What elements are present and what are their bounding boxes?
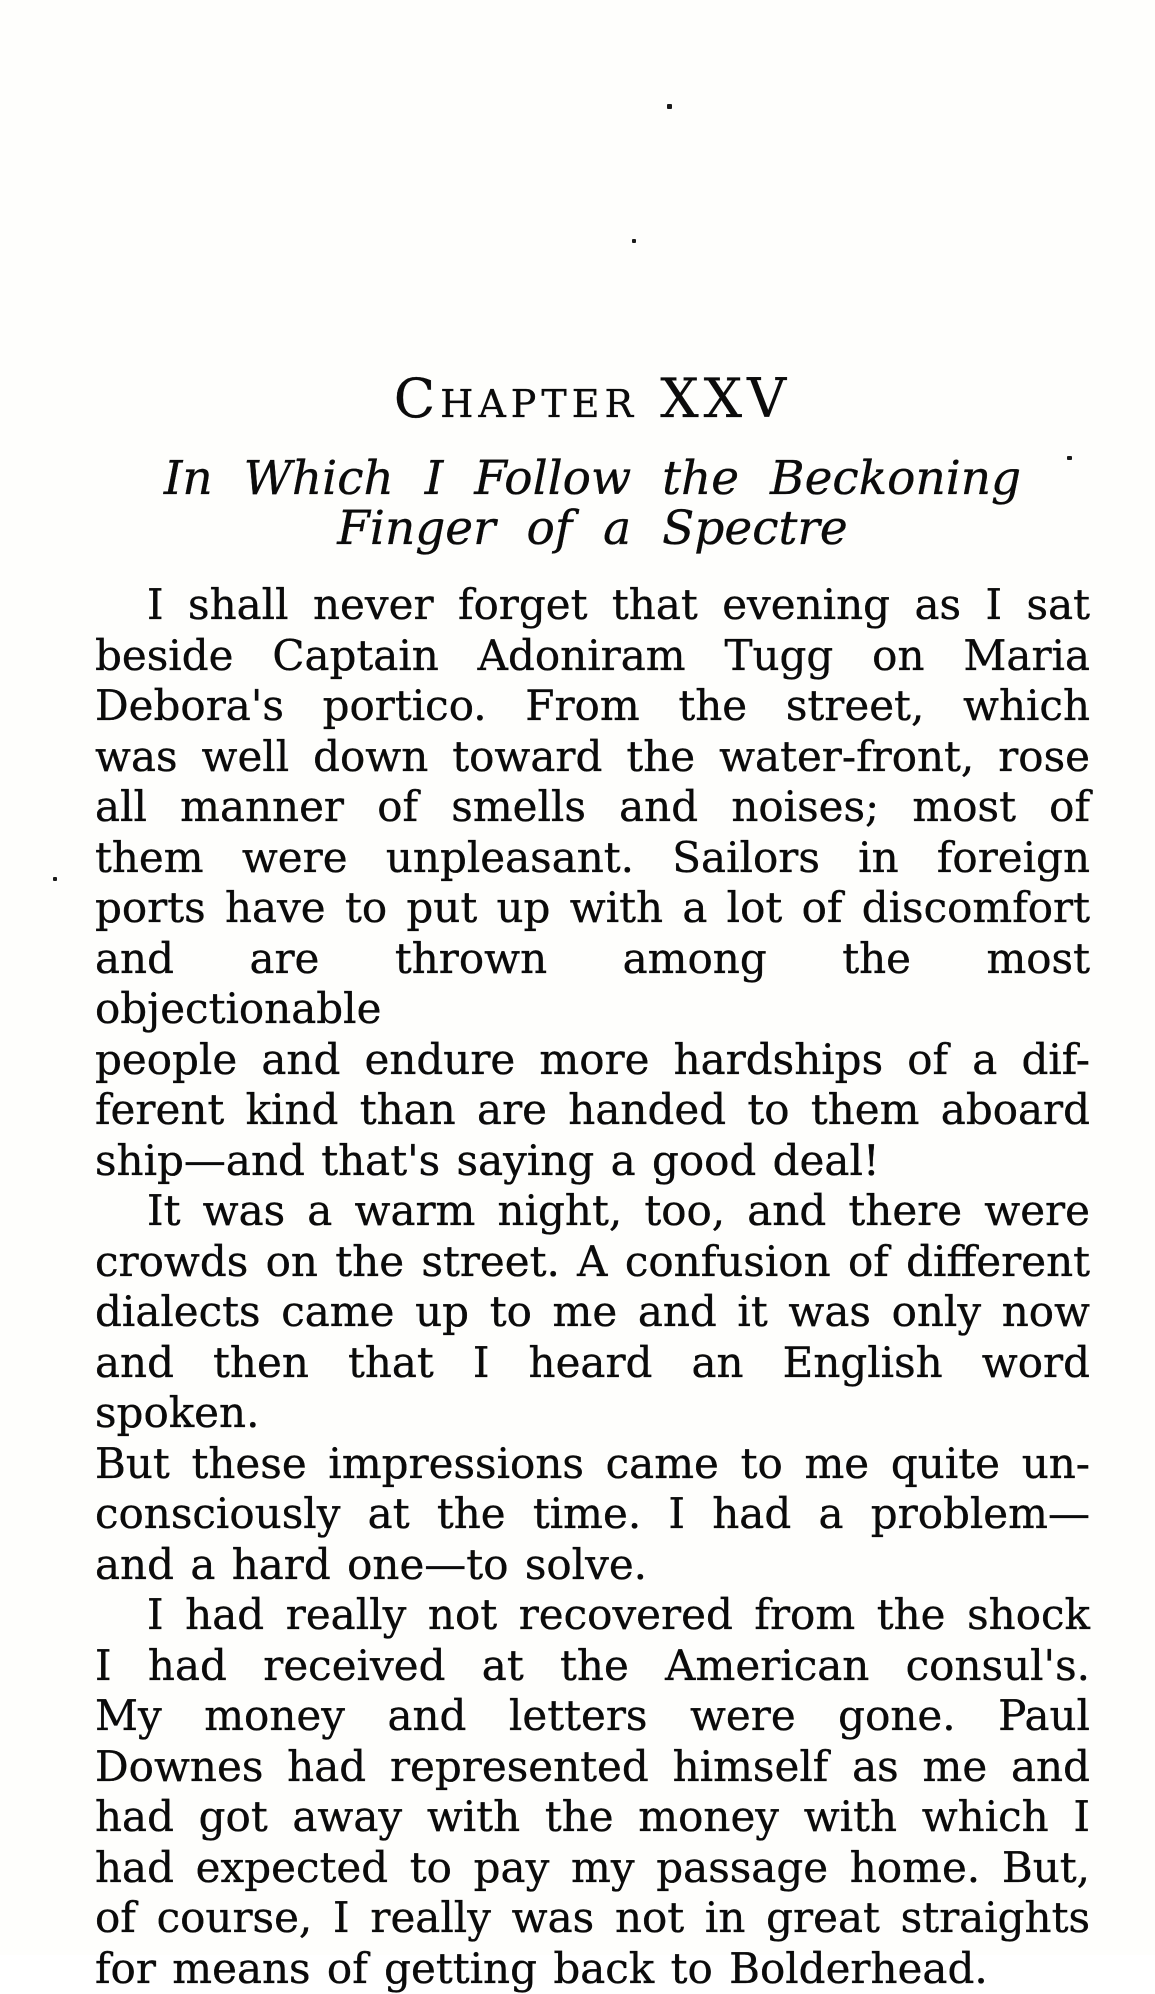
body-line: and are thrown among the most objectionable — [95, 934, 1090, 1035]
chapter-heading: Chapter XXV — [95, 372, 1090, 426]
page-body — [95, 580, 1090, 1994]
chapter-subtitle — [95, 454, 1090, 554]
body-line: was well down toward the water-front, rose — [95, 732, 1090, 783]
body-line: I had received at the American consul's. — [95, 1641, 1090, 1692]
body-line: had got away with the money with which I — [95, 1792, 1090, 1843]
body-line: It was a warm night, too, and there were — [95, 1186, 1090, 1237]
body-line: My money and letters were gone. Paul — [95, 1691, 1090, 1742]
body-line: had expected to pay my passage home. But, — [95, 1843, 1090, 1894]
body-line: I had really not recovered from the shock — [95, 1590, 1090, 1641]
subtitle-line: Finger of a Spectre — [95, 504, 1090, 554]
body-line: But these impressions came to me quite un- — [95, 1439, 1090, 1490]
body-line: ports have to put up with a lot of discomfort — [95, 883, 1090, 934]
body-line: them were unpleasant. Sailors in foreign — [95, 833, 1090, 884]
paragraph — [95, 1186, 1090, 1590]
body-line: crowds on the street. A confusion of different — [95, 1237, 1090, 1288]
scan-speck — [53, 877, 57, 881]
paragraph — [95, 1590, 1090, 1994]
scan-speck — [1067, 456, 1072, 460]
body-line: all manner of smells and noises; most of — [95, 782, 1090, 833]
body-line: Downes had represented himself as me and — [95, 1742, 1090, 1793]
body-line: ferent kind than are handed to them aboard — [95, 1085, 1090, 1136]
body-line: for means of getting back to Bolderhead. — [95, 1944, 1090, 1994]
body-line: Debora's portico. From the street, which — [95, 681, 1090, 732]
body-line: dialects came up to me and it was only now — [95, 1287, 1090, 1338]
scan-speck — [667, 104, 672, 109]
subtitle-line: In Which I Follow the Beckoning — [95, 454, 1090, 504]
scan-speck — [632, 239, 636, 243]
body-line: beside Captain Adoniram Tugg on Maria — [95, 631, 1090, 682]
body-line: of course, I really was not in great straights — [95, 1893, 1090, 1944]
body-line: and a hard one—to solve. — [95, 1540, 1090, 1591]
paragraph — [95, 580, 1090, 1186]
body-line: and then that I heard an English word spoken. — [95, 1338, 1090, 1439]
body-line: people and endure more hardships of a dif- — [95, 1035, 1090, 1086]
body-line: consciously at the time. I had a problem— — [95, 1489, 1090, 1540]
body-line: ship—and that's saying a good deal! — [95, 1136, 1090, 1187]
chapter-header — [95, 372, 1090, 554]
body-line: I shall never forget that evening as I sat — [95, 580, 1090, 631]
